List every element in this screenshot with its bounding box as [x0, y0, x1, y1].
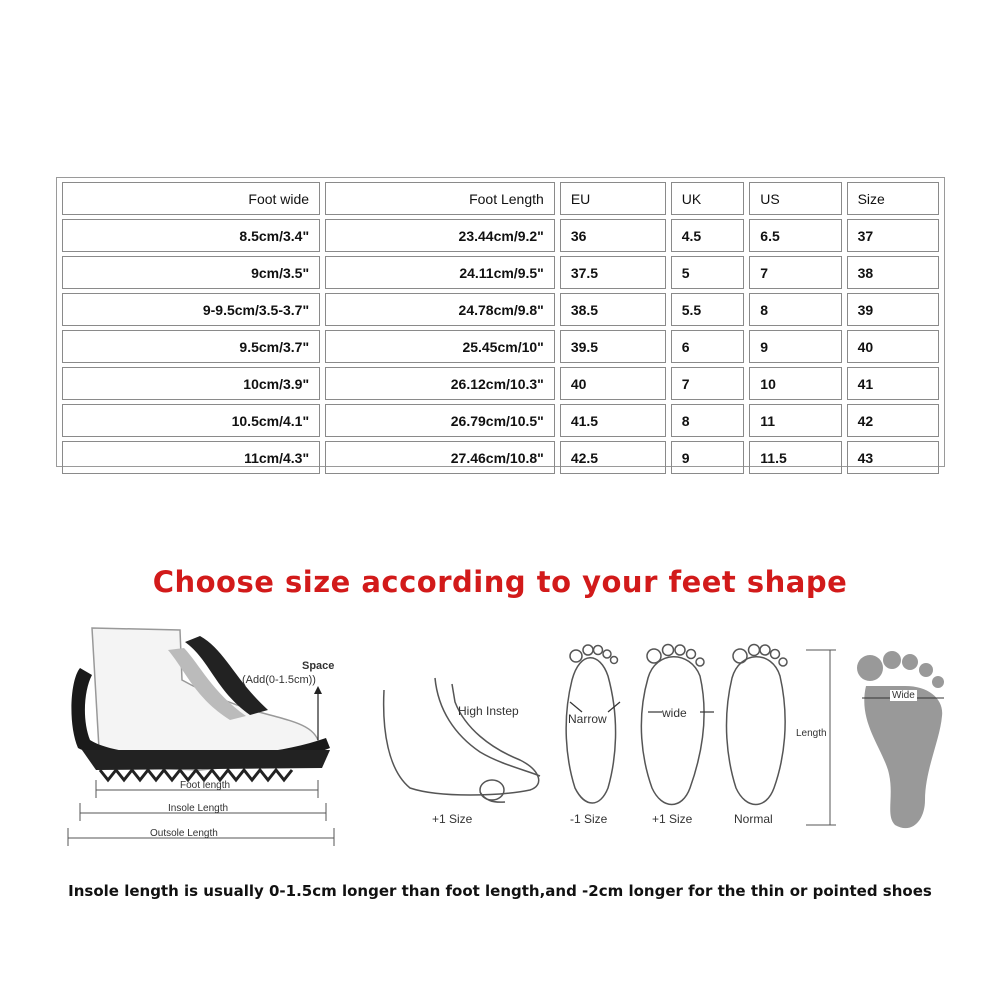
size-note: Insole length is usually 0-1.5cm longer than foot length,and -2cm longer for the thin or pointed shoes	[68, 882, 932, 900]
table-header-row	[62, 182, 939, 215]
wide-size-label: +1 Size	[652, 812, 693, 826]
header-size: Size	[847, 182, 939, 215]
illustrations	[0, 620, 1000, 860]
size-table	[56, 177, 945, 467]
cell-foot-length: 26.79cm/10.5"	[325, 404, 555, 437]
cell-size: 37	[847, 219, 939, 252]
cell-uk: 6	[671, 330, 745, 363]
header-us: US	[749, 182, 841, 215]
cell-foot-length: 26.12cm/10.3"	[325, 367, 555, 400]
narrow-size-label: -1 Size	[570, 812, 608, 826]
cell-us: 6.5	[749, 219, 841, 252]
space-label: Space	[302, 660, 335, 672]
table-row	[62, 256, 939, 289]
measure-diagram-graphic	[806, 650, 944, 828]
cell-us: 10	[749, 367, 841, 400]
cell-eu: 38.5	[560, 293, 666, 326]
cell-eu: 39.5	[560, 330, 666, 363]
header-foot-wide: Foot wide	[62, 182, 320, 215]
cell-size: 39	[847, 293, 939, 326]
cell-us: 9	[749, 330, 841, 363]
page-title: Choose size according to your feet shape	[152, 565, 848, 599]
cell-uk: 5.5	[671, 293, 745, 326]
cell-foot-wide: 10.5cm/4.1"	[62, 404, 320, 437]
table-row	[62, 330, 939, 363]
length-label: Length	[796, 728, 827, 739]
cell-us: 8	[749, 293, 841, 326]
cell-us: 11	[749, 404, 841, 437]
illustration-graphics	[0, 620, 1000, 860]
cell-foot-wide: 8.5cm/3.4"	[62, 219, 320, 252]
cell-us: 11.5	[749, 441, 841, 474]
cell-us: 7	[749, 256, 841, 289]
cell-foot-wide: 9.5cm/3.7"	[62, 330, 320, 363]
instep-size-label: +1 Size	[432, 812, 473, 826]
cell-foot-wide: 9cm/3.5"	[62, 256, 320, 289]
cell-foot-length: 24.78cm/9.8"	[325, 293, 555, 326]
foot-normal-graphic	[726, 645, 787, 805]
wide-measure-label: Wide	[892, 690, 915, 701]
cell-uk: 8	[671, 404, 745, 437]
cell-foot-length: 23.44cm/9.2"	[325, 219, 555, 252]
cell-foot-wide: 10cm/3.9"	[62, 367, 320, 400]
cell-uk: 4.5	[671, 219, 745, 252]
cell-size: 40	[847, 330, 939, 363]
insole-length-label: Insole Length	[168, 803, 229, 814]
cell-foot-length: 24.11cm/9.5"	[325, 256, 555, 289]
cell-size: 41	[847, 367, 939, 400]
cell-size: 42	[847, 404, 939, 437]
wide-label: wide	[662, 706, 687, 720]
header-uk: UK	[671, 182, 745, 215]
cell-eu: 41.5	[560, 404, 666, 437]
table-row	[62, 293, 939, 326]
cell-uk: 5	[671, 256, 745, 289]
cell-foot-length: 27.46cm/10.8"	[325, 441, 555, 474]
header-eu: EU	[560, 182, 666, 215]
cell-eu: 42.5	[560, 441, 666, 474]
foot-wide-graphic	[641, 645, 704, 805]
cell-size: 43	[847, 441, 939, 474]
cell-eu: 37.5	[560, 256, 666, 289]
outsole-length-label: Outsole Length	[150, 828, 218, 839]
table-row	[62, 219, 939, 252]
cell-uk: 9	[671, 441, 745, 474]
cell-eu: 36	[560, 219, 666, 252]
high-instep-label: High Instep	[458, 704, 519, 718]
cell-foot-wide: 9-9.5cm/3.5-3.7"	[62, 293, 320, 326]
cell-eu: 40	[560, 367, 666, 400]
space-add-label: (Add(0-1.5cm))	[242, 674, 316, 686]
narrow-label: Narrow	[568, 712, 607, 726]
cell-foot-length: 25.45cm/10"	[325, 330, 555, 363]
normal-size-label: Normal	[734, 812, 773, 826]
cell-size: 38	[847, 256, 939, 289]
high-instep-graphic	[384, 678, 540, 802]
cell-uk: 7	[671, 367, 745, 400]
foot-length-label: Foot length	[180, 780, 231, 791]
header-foot-length: Foot Length	[325, 182, 555, 215]
table-row	[62, 441, 939, 474]
table-row	[62, 367, 939, 400]
cell-foot-wide: 11cm/4.3"	[62, 441, 320, 474]
table-row	[62, 404, 939, 437]
